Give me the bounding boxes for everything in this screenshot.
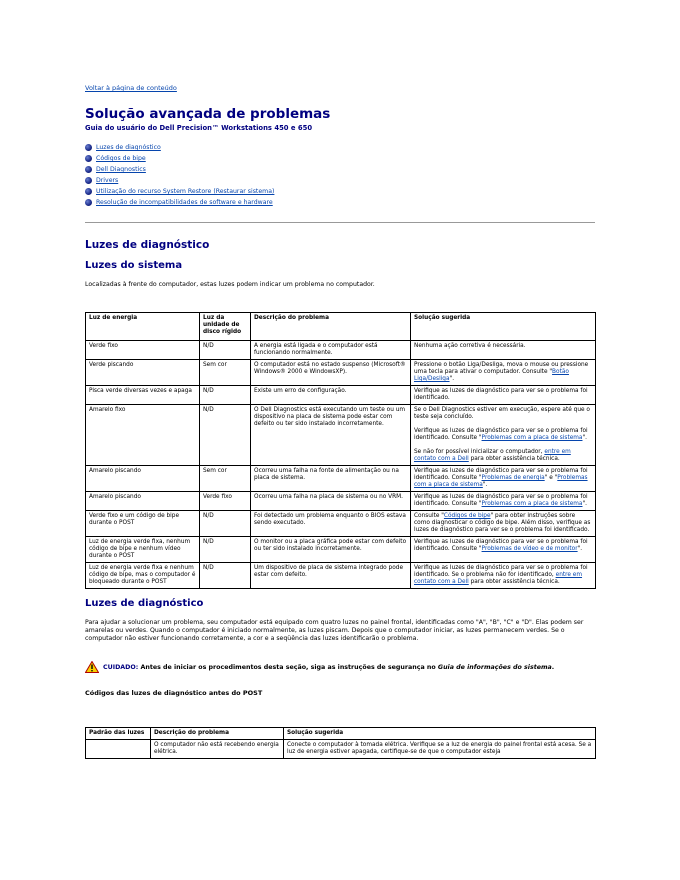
cell-text: " para obter instruções sobre como diagnosticar o código de bipe. Além disso, verifique as luzes de diagnóstico para ver se o problema foi identificado. xyxy=(414,513,591,533)
table-cell xyxy=(411,360,596,386)
table-cell: Um dispositivo de placa de sistema integrado pode estar com defeito. xyxy=(251,563,411,589)
table-cell: A energia está ligada e o computador está funcionando normalmente. xyxy=(251,341,411,360)
table-cell: N/D xyxy=(200,341,251,360)
toc-item xyxy=(85,186,595,197)
toc-link-dell-diagnostics[interactable]: Dell Diagnostics xyxy=(96,166,146,173)
table-cell xyxy=(411,511,596,537)
toc-link-incompatibilities[interactable]: Resolução de incompatibilidades de software e hardware xyxy=(96,199,273,206)
system-lights-intro: Localizadas à frente do computador, estas luzes podem indicar um problema no computador. xyxy=(85,281,375,288)
caution-text: . xyxy=(551,663,555,671)
table-cell xyxy=(411,537,596,563)
system-board-problems-link[interactable]: Problemas com a placa de sistema xyxy=(481,435,583,441)
cell-text: para obter assistência técnica. xyxy=(468,456,560,462)
table-cell: Verde fixo xyxy=(200,492,251,511)
table-cell xyxy=(411,492,596,511)
table-cell: N/D xyxy=(200,386,251,405)
toc-item xyxy=(85,164,595,175)
cell-text: ". xyxy=(449,376,455,382)
toc-link-diagnostic-lights[interactable]: Luzes de diagnóstico xyxy=(96,144,161,151)
cell-text: Consulte " xyxy=(414,513,444,519)
table-cell: O computador está no estado suspenso (Microsoft® Windows® 2000 e WindowsXP). xyxy=(251,360,411,386)
bullet-icon xyxy=(85,144,92,151)
toc-link-system-restore[interactable]: Utilização do recurso System Restore (Restaurar sistema) xyxy=(96,188,275,195)
section-divider xyxy=(85,222,595,223)
column-header: Luz da unidade de disco rígido xyxy=(200,313,251,341)
cell-text: Verifique as luzes de diagnóstico para ver se o problema foi identificado. Consulte " xyxy=(414,428,588,441)
content xyxy=(85,84,595,759)
column-header: Solução sugerida xyxy=(284,728,596,740)
table-cell: Foi detectado um problema enquanto o BIOS estava sendo executado. xyxy=(251,511,411,537)
bullet-icon xyxy=(85,188,92,195)
system-board-problems-link[interactable]: Problemas com a placa de sistema xyxy=(414,475,588,488)
table-cell: Conecte o computador à tomada elétrica. Verifique se a luz de energia do painel frontal está acesa. Se a luz de energia estiver apagada, certifique-se de que o computador esteja xyxy=(284,740,596,759)
caution-label: CUIDADO: xyxy=(103,663,139,671)
table-cell: N/D xyxy=(200,405,251,466)
video-monitor-problems-link[interactable]: Problemas de vídeo e de monitor xyxy=(481,546,578,552)
table-cell: Amarelo piscando xyxy=(86,492,200,511)
caution-notice xyxy=(85,661,595,673)
table-cell: Amarelo fixo xyxy=(86,405,200,466)
table-cell: O Dell Diagnostics está executando um teste ou um dispositivo na placa de sistema pode estar com defeito ou ter sido instalado incorretamente. xyxy=(251,405,411,466)
page-title: Solução avançada de problemas xyxy=(85,106,331,122)
column-header: Padrão das luzes xyxy=(86,728,151,740)
warning-icon xyxy=(85,661,99,673)
diagnostic-lights-intro: Para ajudar a solucionar um problema, seu computador está equipado com quatro luzes no painel frontal, identificadas como "A", "B", "C" e "D". Elas podem ser amarelas ou verdes. Quando o computador é iniciado normalmente, as luzes piscam. Depois que o computador iniciar, as luzes permanecem verdes. Se o computador não estiver funcionando corretamente, a cor e a seqüência das luzes identificarão o problema. xyxy=(85,619,584,642)
table-cell xyxy=(411,405,596,466)
table-cell: N/D xyxy=(200,563,251,589)
cell-text: Pressione o botão Liga/Desliga, mova o mouse ou pressione uma tecla para ativar o computador. Consulte " xyxy=(414,362,589,375)
table-cell: Sem cor xyxy=(200,360,251,386)
table-cell: Luz de energia verde fixa, nenhum código de bipe e nenhum vídeo durante o POST xyxy=(86,537,200,563)
table-of-contents xyxy=(85,142,595,208)
subsection-heading-system-lights: Luzes do sistema xyxy=(85,260,183,271)
table-cell: Luz de energia verde fixa e nenhum código de bipe, mas o computador é bloqueado durante o POST xyxy=(86,563,200,589)
bullet-icon xyxy=(85,166,92,173)
table-row xyxy=(86,511,596,537)
toc-link-beep-codes[interactable]: Códigos de bipe xyxy=(96,155,146,162)
table-cell xyxy=(411,466,596,492)
bullet-icon xyxy=(85,177,92,184)
back-to-contents-link[interactable]: Voltar à página de conteúdo xyxy=(85,84,177,92)
diagnostic-codes-table xyxy=(85,727,596,759)
column-header: Luz de energia xyxy=(86,313,200,341)
toc-link-drivers[interactable]: Drivers xyxy=(96,177,119,184)
table-cell: Verifique as luzes de diagnóstico para ver se o problema foi identificado. xyxy=(411,386,596,405)
power-button-link[interactable]: Botão Liga/Desliga xyxy=(414,369,569,382)
beep-codes-link[interactable]: Códigos de bipe xyxy=(443,513,491,519)
contact-dell-link[interactable]: entre em contato com a Dell xyxy=(414,449,571,462)
table-header-row xyxy=(86,313,596,341)
column-header: Descrição do problema xyxy=(151,728,284,740)
cell-text: ". xyxy=(582,435,587,441)
table-cell: Amarelo piscando xyxy=(86,466,200,492)
table-cell: N/D xyxy=(200,511,251,537)
cell-text: Verifique as luzes de diagnóstico para ver se o problema foi identificado. Se o problema não for identificado, xyxy=(414,565,588,578)
cell-text: Verifique as luzes de diagnóstico para ver se o problema foi identificado. Consulte " xyxy=(414,468,588,481)
cell-text: ". xyxy=(577,546,583,552)
caution-guide-title: Guia de informações do sistema xyxy=(437,663,552,671)
column-header: Solução sugerida xyxy=(411,313,596,341)
cell-text: Verifique as luzes de diagnóstico para ver se o problema foi identificado. Consulte " xyxy=(414,539,588,552)
table-cell: Verde fixo e um código de bipe durante o POST xyxy=(86,511,200,537)
subsection-heading-diagnostic-lights: Luzes de diagnóstico xyxy=(85,598,204,609)
system-board-problems-link[interactable]: Problemas com a placa de sistema xyxy=(481,501,583,507)
caution-text: Antes de iniciar os procedimentos desta seção, siga as instruções de segurança no xyxy=(138,663,438,671)
table-cell: N/D xyxy=(200,537,251,563)
table-cell xyxy=(86,740,151,759)
table-cell: Verde piscando xyxy=(86,360,200,386)
table-cell: Ocorreu uma falha na placa de sistema ou no VRM. xyxy=(251,492,411,511)
bullet-icon xyxy=(85,155,92,162)
power-problems-link[interactable]: Problemas de energia xyxy=(481,475,545,481)
toc-item xyxy=(85,153,595,164)
table-row xyxy=(86,405,596,466)
contact-dell-link[interactable]: entre em contato com a Dell xyxy=(414,572,583,585)
cell-text: ". xyxy=(482,482,488,488)
cell-text: " e " xyxy=(544,475,558,481)
table-cell: Sem cor xyxy=(200,466,251,492)
table-cell: Pisca verde diversas vezes e apaga xyxy=(86,386,200,405)
table-header-row xyxy=(86,728,596,740)
codes-table-label: Códigos das luzes de diagnóstico antes do POST xyxy=(85,689,263,697)
table-row xyxy=(86,537,596,563)
section-heading-diagnostic-lights: Luzes de diagnóstico xyxy=(85,239,210,251)
toc-item xyxy=(85,142,595,153)
cell-paragraph xyxy=(414,428,592,442)
cell-text: ". xyxy=(582,501,587,507)
table-row xyxy=(86,341,596,360)
page-subtitle: Guia do usuário do Dell Precision™ Workstations 450 e 650 xyxy=(85,124,313,132)
table-row xyxy=(86,740,596,759)
table-cell: O computador não está recebendo energia elétrica. xyxy=(151,740,284,759)
column-header: Descrição do problema xyxy=(251,313,411,341)
table-cell: Existe um erro de configuração. xyxy=(251,386,411,405)
cell-paragraph xyxy=(414,449,592,463)
table-cell: Ocorreu uma falha na fonte de alimentação ou na placa de sistema. xyxy=(251,466,411,492)
table-cell xyxy=(411,563,596,589)
table-cell: O monitor ou a placa gráfica pode estar com defeito ou ter sido instalado incorretamente. xyxy=(251,537,411,563)
cell-text: para obter assistência técnica. xyxy=(468,579,560,585)
toc-item xyxy=(85,175,595,186)
table-row xyxy=(86,492,596,511)
cell-text: Verifique as luzes de diagnóstico para ver se o problema foi identificado. Consulte " xyxy=(414,494,588,507)
cell-paragraph: Se o Dell Diagnostics estiver em execução, espere até que o teste seja concluído. xyxy=(414,407,590,420)
table-row xyxy=(86,360,596,386)
table-cell: Verde fixo xyxy=(86,341,200,360)
cell-text: Se não for possível inicializar o computador, xyxy=(414,449,545,455)
table-row xyxy=(86,563,596,589)
bullet-icon xyxy=(85,199,92,206)
table-row xyxy=(86,466,596,492)
toc-item xyxy=(85,197,595,208)
table-row xyxy=(86,386,596,405)
table-cell: Nenhuma ação corretiva é necessária. xyxy=(411,341,596,360)
system-lights-table xyxy=(85,312,596,589)
